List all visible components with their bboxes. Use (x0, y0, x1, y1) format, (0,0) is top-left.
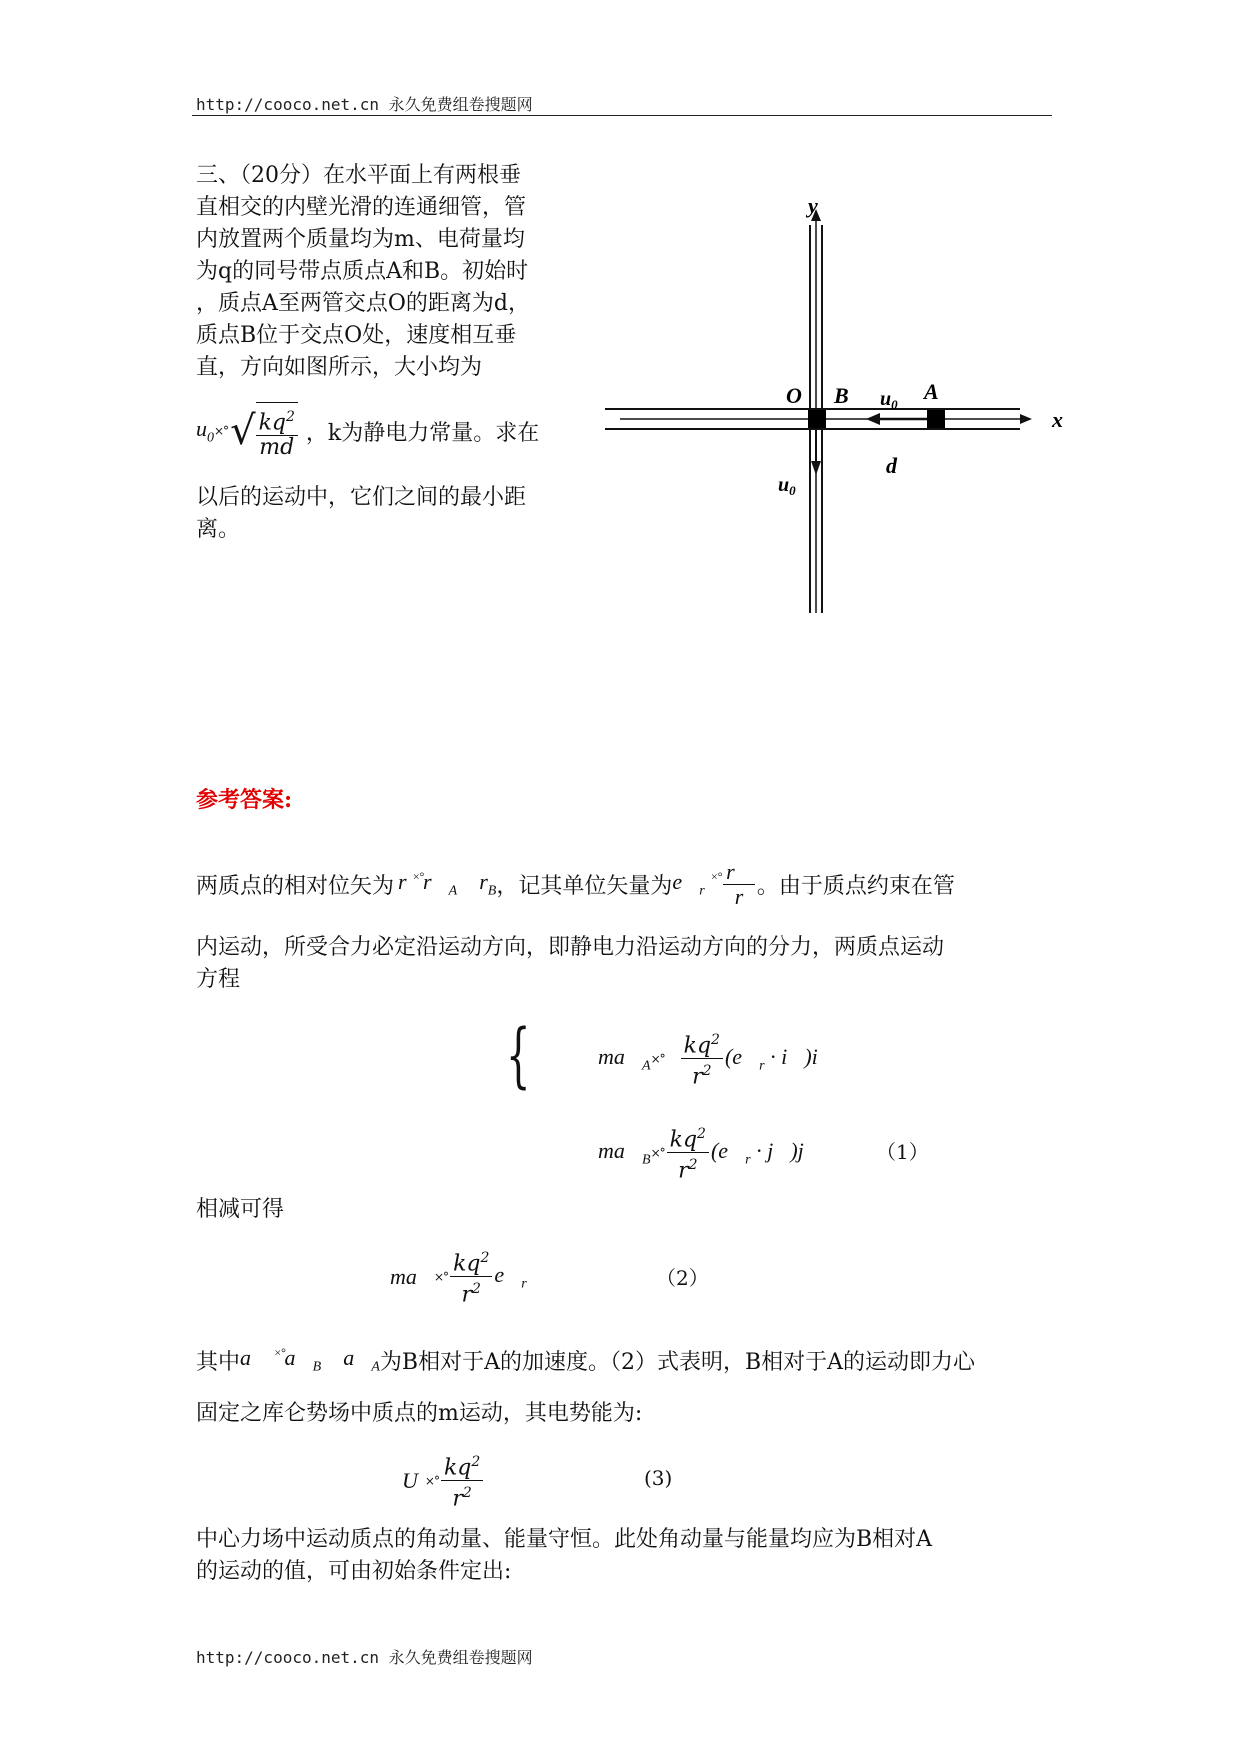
answer-para-1-c: 。由于质点约束在管 (756, 874, 955, 899)
question-line-4: 为q的同号带点质点A和B。初始时 (196, 259, 529, 284)
question-speed-formula (196, 402, 539, 460)
u0-symbol: $u_0$ (196, 415, 214, 446)
answer-para-6: 固定之库仑势场中质点的m运动，其电势能为: (196, 1401, 643, 1426)
unit-vector-fraction: $\frac{r⃗}{r}$ (723, 860, 755, 909)
question-after-formula: ，k为静电力常量。求在 (305, 420, 540, 446)
answer-title: 参考答案: (196, 787, 293, 813)
page-header-url: http://cooco.net.cn 永久免费组卷搜题网 (196, 95, 533, 114)
question-line-7: 直，方向如图所示，大小均为 (196, 355, 483, 380)
answer-para-5-b: 为B相对于A的加速度。（2）式表明，B相对于A的运动即力心 (379, 1350, 976, 1375)
answer-para-5 (196, 1345, 975, 1376)
equation-1-number: （1） (876, 1140, 929, 1164)
relative-accel-expr: a⃗ $^{\times^\circ}a⃗_B$ $a⃗_A$ (240, 1345, 380, 1375)
header-divider (192, 115, 1052, 116)
equation-3-number: (3) (644, 1466, 673, 1490)
answer-para-3: 方程 (196, 967, 241, 992)
x-axis-arrowhead (1020, 414, 1032, 424)
origin-label: O (786, 383, 802, 408)
answer-para-1-b: ，记其单位矢量为 (496, 874, 673, 899)
tube-diagram (600, 195, 1080, 615)
answer-para-8: 的运动的值，可由初始条件定出: (196, 1559, 512, 1584)
y-axis-label: y (808, 195, 818, 218)
point-b-label: B (834, 383, 849, 408)
velocity-b-arrowhead (811, 461, 821, 475)
equation-2-number: （2） (656, 1266, 709, 1290)
point-a-label: A (924, 379, 939, 404)
relative-vector-expr: r $^{\times^\circ}r⃗_A$ $r_B$ (398, 869, 497, 899)
question-line-8: 以后的运动中，它们之间的最小距 (196, 485, 527, 510)
answer-para-1 (196, 860, 955, 909)
question-line-2: 直相交的内壁光滑的连通细管，管 (196, 195, 527, 220)
particle-b (808, 410, 826, 428)
answer-para-7: 中心力场中运动质点的角动量、能量守恒。此处角动量与能量均应为B相对A (196, 1527, 933, 1552)
u0-down-label: $u_0$ (778, 474, 796, 498)
equation-1b: $ma⃗_B$ ×° $\frac{kq^2}{r^2}$ ($e⃗_r$ · j⃗)j⃗ (598, 1122, 821, 1184)
u0-right-label: $u_0$ (880, 388, 898, 412)
equation-1a: $ma⃗_A$ ×° $\frac{kq^2}{r^2}$ ($e⃗_r$ · i⃗)i⃗ (598, 1028, 835, 1090)
question-line-6: 质点B位于交点O处，速度相互垂 (196, 323, 517, 348)
sqrt-fraction: $\frac{kq^2}{md}$ (256, 402, 298, 460)
brace: { (506, 1014, 531, 1096)
distance-d-label: d (886, 453, 897, 478)
question-line-3: 内放置两个质量均为m、电荷量均 (196, 227, 525, 252)
answer-para-1-a: 两质点的相对位矢为 (196, 874, 395, 899)
sqrt-sign: √ (230, 408, 256, 455)
velocity-a-arrowhead (866, 413, 880, 425)
equation-3: U ×° $\frac{kq^2}{r^2}$ (402, 1450, 485, 1512)
unit-vector-expr: $e⃗_r$ ×° (672, 869, 722, 899)
page-footer-url: http://cooco.net.cn 永久免费组卷搜题网 (196, 1648, 533, 1667)
question-line-1: 三、（20分）在水平面上有两根垂 (196, 163, 521, 188)
answer-para-4: 相减可得 (196, 1197, 285, 1222)
question-line-9: 离。 (196, 517, 241, 542)
equation-2: ma⃗ ×° $\frac{kq^2}{r^2}$ $e⃗_r$ (390, 1246, 527, 1308)
x-axis-label: x (1052, 407, 1063, 432)
particle-a (927, 410, 945, 428)
equals-glyph: ×° (214, 424, 229, 439)
question-line-5: ，质点A至两管交点O的距离为d， (196, 291, 531, 316)
answer-para-2: 内运动，所受合力必定沿运动方向，即静电力沿运动方向的分力，两质点运动 (196, 935, 945, 960)
answer-para-5-a: 其中 (196, 1350, 241, 1375)
